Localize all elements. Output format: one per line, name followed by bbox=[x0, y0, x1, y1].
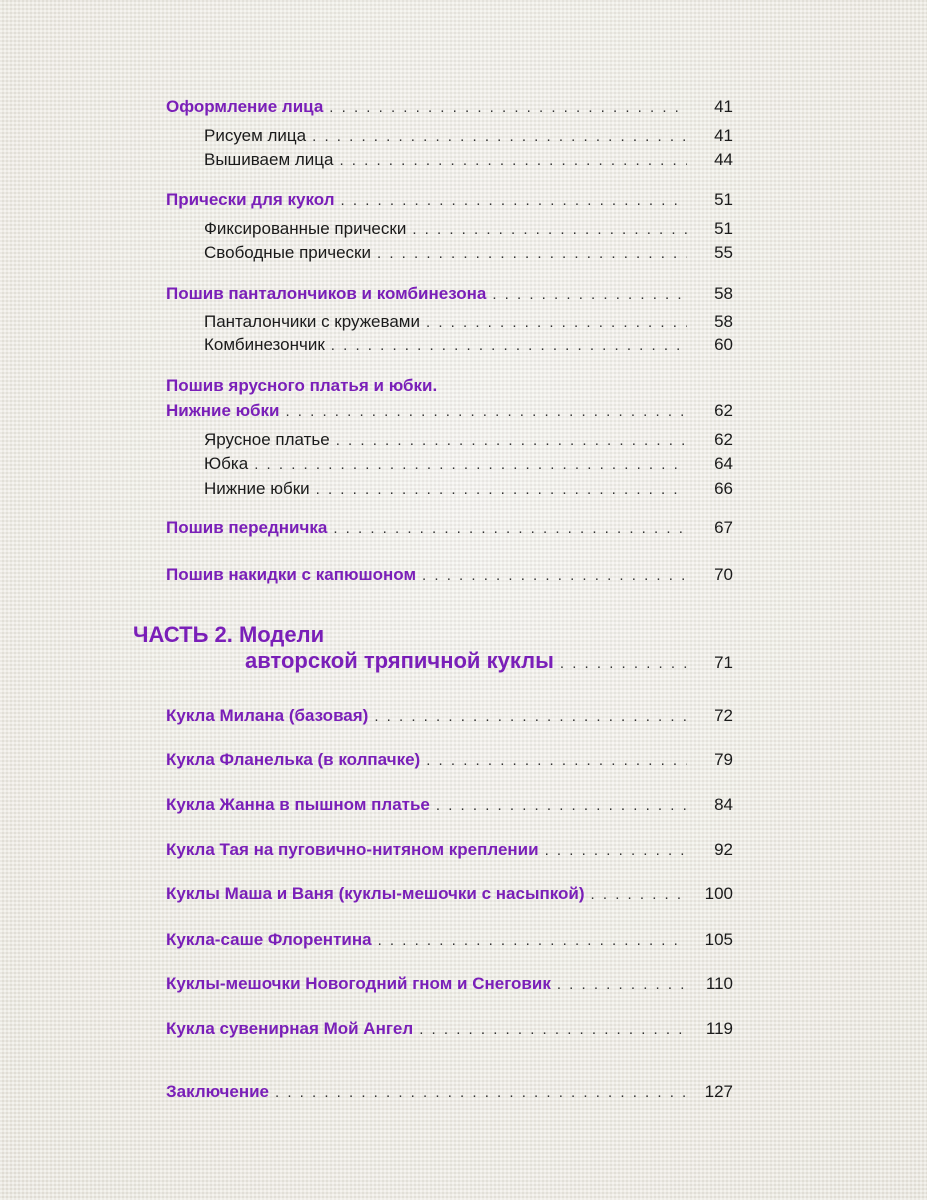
dot-leader bbox=[560, 653, 687, 675]
dot-leader bbox=[545, 840, 687, 862]
toc-entry-doll[interactable] bbox=[166, 929, 732, 952]
toc-entry-hair[interactable] bbox=[166, 189, 732, 212]
toc-entry-title: Заключение bbox=[166, 1082, 269, 1101]
toc-entry-doll[interactable] bbox=[166, 1018, 732, 1041]
toc-entry-title: Кукла Милана (базовая) bbox=[166, 706, 369, 725]
toc-entry-title: авторской тряпичной куклы bbox=[245, 648, 554, 673]
toc-entry-title: Пошив накидки с капюшоном bbox=[166, 565, 417, 584]
toc-entry-title: Кукла Жанна в пышном платье bbox=[166, 795, 430, 814]
toc-subentry[interactable] bbox=[204, 453, 732, 476]
toc-page-number: 51 bbox=[714, 190, 733, 209]
toc-page-number: 41 bbox=[714, 97, 733, 116]
dot-leader bbox=[492, 284, 687, 306]
dot-leader bbox=[285, 401, 687, 423]
toc-page-number: 84 bbox=[714, 795, 733, 814]
toc-entry-title: Нижние юбки bbox=[166, 401, 280, 420]
toc-page-number: 44 bbox=[714, 150, 733, 169]
toc-page-number: 64 bbox=[714, 454, 733, 473]
toc-page-number: 119 bbox=[705, 1019, 733, 1038]
toc-page-number: 79 bbox=[714, 750, 733, 769]
dot-leader bbox=[422, 565, 687, 587]
dot-leader bbox=[426, 312, 687, 334]
toc-entry-face[interactable] bbox=[166, 96, 732, 119]
dot-leader bbox=[275, 1082, 687, 1104]
toc-entry-doll[interactable] bbox=[166, 705, 732, 728]
toc-entry-title: Куклы-мешочки Новогодний гном и Снеговик bbox=[166, 974, 551, 993]
toc-page-number: 66 bbox=[714, 479, 733, 498]
toc-entry-title: Пошив панталончиков и комбинезона bbox=[166, 284, 487, 303]
toc-entry-doll[interactable] bbox=[166, 749, 732, 772]
toc-entry-doll[interactable] bbox=[166, 973, 732, 996]
dot-leader bbox=[378, 930, 687, 952]
toc-entry-title: Кукла-саше Флорентина bbox=[166, 930, 372, 949]
toc-entry-title: Пошив передничка bbox=[166, 518, 328, 537]
toc-entry-dress[interactable] bbox=[166, 400, 732, 423]
dot-leader bbox=[329, 97, 687, 119]
toc-entry-title: Кукла сувенирная Мой Ангел bbox=[166, 1019, 414, 1038]
toc-entry-apron[interactable] bbox=[166, 517, 732, 540]
toc-page-number: 62 bbox=[714, 401, 733, 420]
dot-leader bbox=[316, 479, 687, 501]
toc-page-number: 60 bbox=[714, 335, 733, 354]
toc-page-number: 127 bbox=[704, 1082, 733, 1101]
toc-page-number: 92 bbox=[714, 840, 733, 859]
toc-page-number: 67 bbox=[714, 518, 733, 537]
toc-page-number: 110 bbox=[705, 974, 733, 993]
dot-leader bbox=[312, 126, 687, 148]
dot-leader bbox=[591, 884, 687, 906]
toc-entry-title: Кукла Тая на пуговично-нитяном креплении bbox=[166, 840, 539, 859]
toc-entry-title: Оформление лица bbox=[166, 97, 324, 116]
toc-entry-title: Кукла Фланелька (в колпачке) bbox=[166, 750, 421, 769]
toc-entry-title: Вышиваем лица bbox=[204, 150, 334, 169]
toc-entry-title: Юбка bbox=[204, 454, 249, 473]
toc-subentry[interactable] bbox=[204, 478, 732, 501]
toc-entry-title: Панталончики с кружевами bbox=[204, 312, 420, 331]
dot-leader bbox=[377, 243, 687, 265]
dot-leader bbox=[426, 750, 687, 772]
toc-subentry[interactable] bbox=[204, 218, 732, 241]
toc-page-number: 72 bbox=[714, 706, 733, 725]
toc-subentry[interactable] bbox=[204, 242, 732, 265]
toc-entry-title: Свободные прически bbox=[204, 243, 371, 262]
dot-leader bbox=[436, 795, 687, 817]
toc-entry-dress-line1: Пошив ярусного платья и юбки. bbox=[166, 376, 438, 395]
toc-entry-doll[interactable] bbox=[166, 839, 732, 862]
toc-page-number: 55 bbox=[714, 243, 733, 262]
toc-page-number: 71 bbox=[714, 653, 733, 672]
toc-entry-part2[interactable] bbox=[245, 650, 732, 675]
dot-leader bbox=[374, 706, 687, 728]
toc-page-number: 105 bbox=[704, 930, 733, 949]
toc-page-number: 100 bbox=[704, 884, 733, 903]
toc-page-number: 58 bbox=[714, 284, 733, 303]
dot-leader bbox=[419, 1019, 687, 1041]
toc-subentry[interactable] bbox=[204, 125, 732, 148]
dot-leader bbox=[336, 430, 687, 452]
toc-page-number: 58 bbox=[714, 312, 733, 331]
toc-subentry[interactable] bbox=[204, 311, 732, 334]
toc-subentry[interactable] bbox=[204, 334, 732, 357]
toc-subentry[interactable] bbox=[204, 429, 732, 452]
toc-page-number: 51 bbox=[714, 219, 733, 238]
toc-entry-title: Нижние юбки bbox=[204, 479, 310, 498]
toc-entry-pants[interactable] bbox=[166, 283, 732, 306]
dot-leader bbox=[254, 454, 687, 476]
toc-entry-title: Рисуем лица bbox=[204, 126, 307, 145]
toc-entry-title: Прически для кукол bbox=[166, 190, 335, 209]
dot-leader bbox=[557, 974, 687, 996]
toc-entry-doll[interactable] bbox=[166, 883, 732, 906]
toc-subentry[interactable] bbox=[204, 149, 732, 172]
toc-entry-title: Фиксированные прически bbox=[204, 219, 407, 238]
dot-leader bbox=[339, 150, 687, 172]
toc-entry-title: Комбинезончик bbox=[204, 335, 325, 354]
dot-leader bbox=[333, 518, 687, 540]
toc-page-number: 62 bbox=[714, 430, 733, 449]
dot-leader bbox=[341, 190, 687, 212]
toc-entry-title: Куклы Маша и Ваня (куклы-мешочки с насыпкой) bbox=[166, 884, 585, 903]
dot-leader bbox=[331, 335, 687, 357]
part2-heading: ЧАСТЬ 2. Модели bbox=[133, 622, 325, 647]
toc-entry-title: Ярусное платье bbox=[204, 430, 330, 449]
toc-entry-conclusion[interactable] bbox=[166, 1081, 732, 1104]
toc-page-number: 41 bbox=[714, 126, 733, 145]
toc-page-number: 70 bbox=[714, 565, 733, 584]
toc-entry-cape[interactable] bbox=[166, 564, 732, 587]
dot-leader bbox=[412, 219, 687, 241]
toc-entry-doll[interactable] bbox=[166, 794, 732, 817]
